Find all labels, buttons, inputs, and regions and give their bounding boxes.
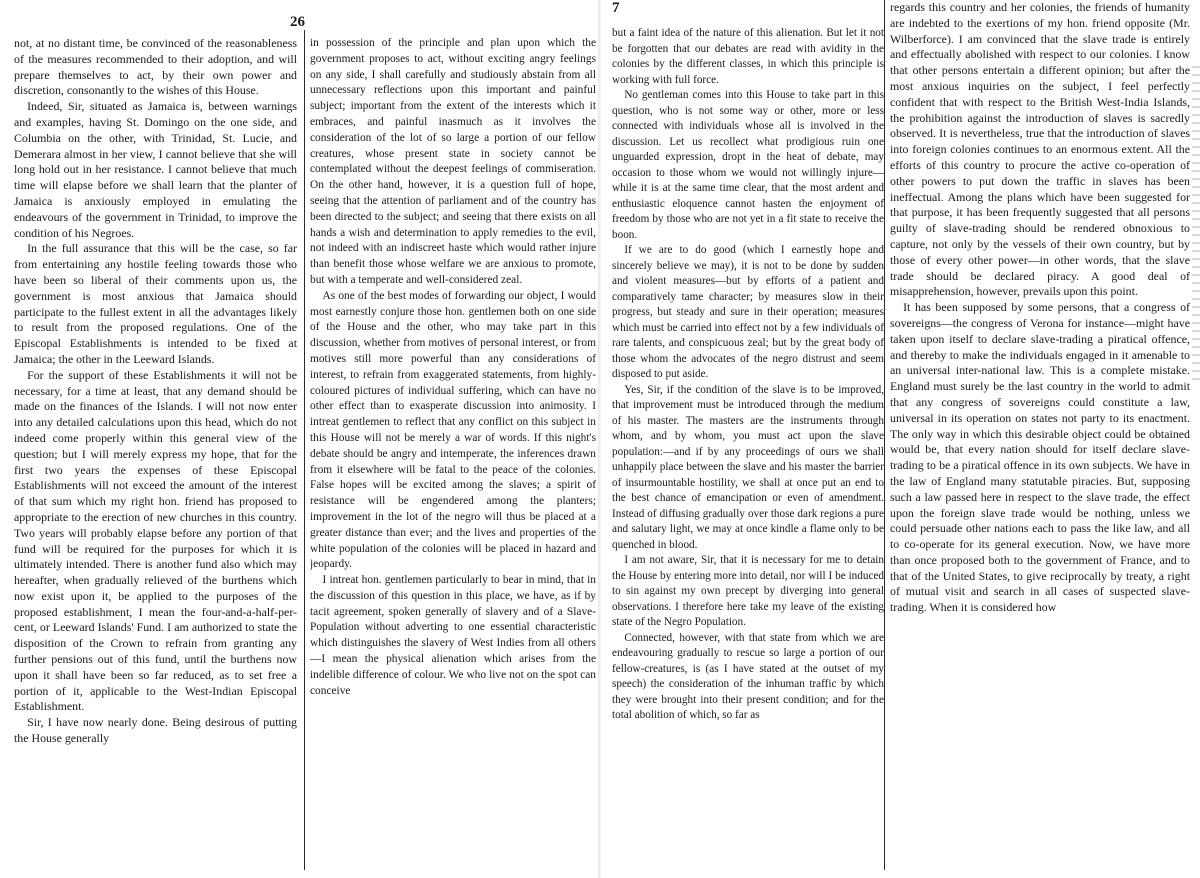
page-edge-shadow bbox=[1192, 60, 1200, 380]
paragraph: For the support of these Establishments it will not be necessary, for a time at least, that any demand should be made on the finances of the Islands. I will not now enter into any detailed calculations upon this head, which do not indeed come properly within this general view of the question; but I will merely express my hope, that for the first two years the expenses of these Episcopal Establishments will not exceed the amount of the interest of that sum which my right hon. friend has proposed to appropriate to the erection of new churches in this country. Two years will probably elapse before any portion of that fund will be required for the purposes for which it is ultimately intended. There is another fund also which may hereafter, when gradually relieved of the burthens which now exist upon it, be applied to the purposes of the proposed establishment, I mean the four-and-a-half-per-cent, or Leeward Islands' Fund. I am authorized to state the disposition of the Crown to refrain from granting any further pensions out of this fund, until the burthens now upon it shall have been so far reduced, as to set free a portion of it, applicable to the West-Indian Episcopal Establishment. bbox=[14, 367, 297, 714]
paragraph: Yes, Sir, if the condition of the slave is to be improved, that improvement must be introduced through the medium of his master. The masters are the instruments through whom, and by whom, you must act upon the slave population:—and if by any proceedings of ours we shall unhappily place between the slave and his master the barrier of insurmountable hostility, we shall at once put an end to the best chance of emancipation or even of amendment. Instead of diffusing gradually over those dark regions a pure and salutary light, we may at once kindle a flame only to be quenched in blood. bbox=[612, 383, 884, 551]
page-number-right: 7 bbox=[612, 0, 620, 16]
column-divider bbox=[304, 30, 305, 870]
page-number-left: 26 bbox=[290, 14, 305, 30]
paragraph: Connected, however, with that state from which we are endeavouring gradually to rescue so large a portion of our fellow-creatures, is (as I have stated at the outset of my speech) the consideration of the inhuman traffic by which they were brought into their present condition; and for the total abolition of which, so far as bbox=[612, 631, 884, 721]
text-column-4 bbox=[890, 0, 1190, 876]
paragraph: but a faint idea of the nature of this alienation. But let it not be forgotten that our debates are read with avidity in the colonies by the different classes, in which this principle is working with full force. bbox=[612, 27, 884, 86]
paragraph: Sir, I have now nearly done. Being desirous of putting the House generally bbox=[14, 715, 297, 746]
text-column-3 bbox=[612, 26, 884, 874]
right-page bbox=[600, 0, 1200, 878]
paragraph: I am not aware, Sir, that it is necessary for me to detain the House by entering more into detail, nor will I be induced to sin against my own precept by diverging into general observations. I therefore here take my leave of the existing state of the Negro Population. bbox=[612, 554, 884, 628]
paragraph: No gentleman comes into this House to take part in this question, who is not some way or other, more or less connected with individuals whose all is involved in the discussion. Let us recollect what prodigious ruin one unguarded expression, dropt in the heat of debate, may occasion to those whom we would not willingly injure—while it is at the same time clear, that the most ardent and enthusiastic eloquence cannot hasten the enjoyment of freedom by those who are not yet in a fit state to receive the boon. bbox=[612, 89, 884, 241]
paragraph: In the full assurance that this will be the case, so far from entertaining any hostile feeling towards those who have been so liberal of their comments upon us, the government is most anxious that Jamaica should participate to the fullest extent in all the advantages likely to result from the proposed regulations. One of the Episcopal Establishments is intended to be fixed at Jamaica; the other in the Leeward Islands. bbox=[14, 241, 297, 366]
paragraph: not, at no distant time, be convinced of the reasonableness of the measures recommended to their adoption, and will prepare themselves to act, by their own power and discretion, consonantly to the wishes of this House. bbox=[14, 36, 297, 98]
paragraph: It has been supposed by some persons, that a congress of sovereigns—the congress of Verona for instance—might have taken upon itself to declare slave-trading a piratical offence, and thereby to make the individuals engaged in it amenable to an universal inter-national law. This is a complete mistake. England must surely be the last country in the world to admit that any congress of sovereigns could constitute a law, universal in its operation on states not party to its enactment. The only way in which this desirable object could be obtained would be, that every nation should for itself declare slave-trading to be a piratical offence in its own subjects. We have in the law of England many statutable piracies. But, supposing such a law passed here in respect to the slave trade, the effect upon the foreign slave trade would be nothing, unless we could persuade other nations each to pass the like law, and all to co-operate for its general execution. Now, we have more than once proposed both to the government of France, and to that of the United States, to give reciprocally by treaty, a right of mutual visit and search in all cases of suspected slave-trading. When it is considered how bbox=[890, 300, 1190, 615]
paragraph: As one of the best modes of forwarding our object, I would most earnestly conjure those hon. gentlemen both on one side of the House and the other, who may take part in this discussion, whether from motives of personal interest, or from motives still more powerful than any considerations of interest, to refrain from exaggerated statements, from highly-coloured pictures of individual suffering, which can have no other effect than to exasperate discussion into animosity. I intreat gentlemen to reflect that any conflict on this subject in this House will not be merely a war of words. If this night's debate should be angry and intemperate, the inferences drawn from it elsewhere will be fatal to the peace of the colonies. False hopes will be excited among the slaves; a spirit of resistance will be engendered among the planters; improvement in the lot of the negro will thus be placed at a greater distance than ever; and the lives and properties of the white population of the colonies will be placed in hazard and jeopardy. bbox=[310, 289, 596, 571]
paragraph: I intreat hon. gentlemen particularly to bear in mind, that in the discussion of this question in this place, we have, as if by tacit agreement, spoken generally of slavery and of a Slave-Population without adverting to one essential characteristic which distinguishes the slavery of West Indies from all others—I mean the physical alienation which arises from the indelible difference of colour. We who live not on the spot can conceive bbox=[310, 574, 596, 697]
text-column-1 bbox=[14, 36, 297, 874]
column-divider bbox=[884, 0, 885, 870]
paragraph: regards this country and her colonies, the friends of humanity are indebted to the exertions of my hon. friend opposite (Mr. Wilberforce). I am convinced that the slave trade is entirely and effectually abolished with respect to our colonies. I know that other persons entertain a different opinion; but after the most anxious inquiries on the subject, I feel perfectly confident that with respect to the British West-India Islands, the prohibition against the introduction of slaves is sacredly observed. It is nevertheless, true that the introduction of slaves into foreign colonies continues to an enormous extent. All the efforts of this country to procure the active co-operation of other powers to put down the traffic in slaves has been ineffectual. Among the plans which have been suggested for that purpose, it has been frequently suggested that all persons guilty of slave-trading should be rendered obnoxious to capture, not only by the vessels of their own country, but by those of every other power—in other words, that the slave trade should be declared piracy. A good deal of misapprehension, however, prevails upon this point. bbox=[890, 0, 1190, 299]
paragraph: in possession of the principle and plan upon which the government proposes to act, without exciting angry feelings on any side, I shall carefully and studiously abstain from all unnecessary reflections upon this important and painful subject; important from the extent of the interests which it embraces, and painful inasmuch as it involves the consideration of the lot of so large a portion of our fellow creatures, whose present state in society cannot be contemplated without the deepest feelings of commiseration. On the other hand, however, it is a question full of hope, seeing that the attention of parliament and of the country has been directed to the subject; and seeing that there exists on all hands a wish and determination to apply remedies to the evil, not indeed with an indiscreet haste which would rather injure than benefit those whose welfare we are anxious to promote, but with a temperate and well-considered zeal. bbox=[310, 37, 596, 286]
paragraph: Indeed, Sir, situated as Jamaica is, between warnings and examples, having St. Domingo on the one side, and Columbia on the other, with Trinidad, St. Lucie, and Demerara almost in her view, I cannot believe that she will long hold out in her resistance. I cannot believe that much time will elapse before we shall learn that the planter of Jamaica is anxiously employed in emulating the endeavours of the government in Trinidad, to improve the condition of his Negroes. bbox=[14, 99, 297, 240]
paragraph: If we are to do good (which I earnestly hope and sincerely believe we may), it is not to be done by sudden and violent measures—but by efforts of a patient and comparatively tame character; by measures slow in their progress, but steady and sure in their operation; measures which must be carried into effect not by a few individuals of rare talents, and conspicuous zeal; but by the great body of those whom the advocates of the negro distrust and seem disposed to put aside. bbox=[612, 244, 884, 380]
text-column-2 bbox=[310, 36, 596, 874]
